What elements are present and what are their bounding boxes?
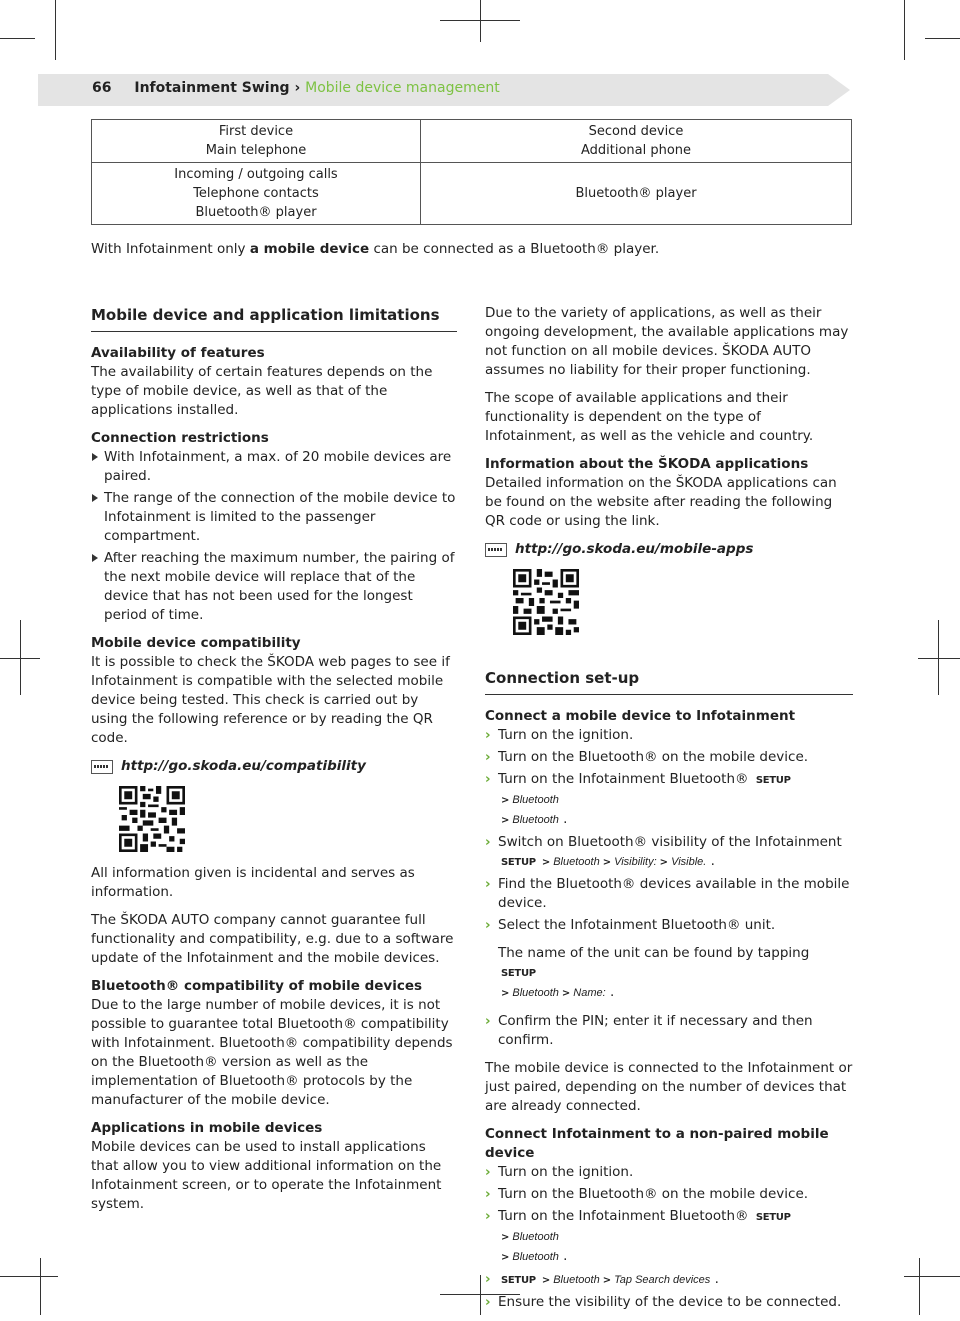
cell-line: Additional phone (580, 143, 692, 158)
body-text: Mobile devices can be used to install applications that allow you to view additional information on the Infotainment screen, or to operate the Infotainment system. (91, 1139, 442, 1212)
setup-key[interactable]: SETUP (501, 968, 536, 979)
step-text: Turn on the ignition. (498, 727, 634, 743)
setup-key[interactable]: SETUP (755, 775, 791, 786)
header-bar-arrow (828, 74, 850, 106)
left-column (91, 306, 457, 1223)
paragraph: The mobile device is connected to the Infotainment or just paired, depending on the number of devices that are already connected. (485, 1060, 853, 1114)
menu-separator: > (501, 1232, 510, 1243)
step-text: Turn on the ignition. (498, 1164, 634, 1180)
punctuation: . (563, 811, 568, 827)
cell-line: Main telephone (205, 143, 307, 158)
chevron-right-icon: › (485, 771, 491, 787)
cell-line: Telephone contacts (193, 186, 319, 201)
cell-line: Bluetooth® player (195, 205, 317, 220)
list-item (485, 748, 853, 767)
subheading: Bluetooth® compatibility of mobile devices (91, 978, 423, 994)
punctuation: . (714, 1271, 719, 1287)
step-text: Confirm the PIN; enter it if necessary and then confirm. (498, 1013, 813, 1048)
list-item (485, 1012, 853, 1050)
chevron-right-icon: › (485, 1013, 491, 1029)
crop-mark (904, 1276, 960, 1277)
list-item (485, 875, 853, 913)
chevron-right-icon: › (485, 1186, 491, 1202)
chevron-right-icon: › (485, 1208, 491, 1224)
table-row (92, 120, 852, 163)
menu-separator: > (501, 1252, 510, 1263)
crop-mark (40, 1258, 41, 1315)
www-icon (485, 543, 507, 557)
menu-separator: > (659, 857, 669, 868)
crop-mark (55, 0, 56, 60)
compatibility-link[interactable] (91, 757, 457, 776)
cell-line: First device (218, 124, 294, 139)
chevron-right-icon: › (485, 876, 491, 892)
list-item: The range of the connection of the mobile device to Infotainment is limited to the passenger compartment. (91, 489, 457, 546)
subheading: Connection restrictions (91, 430, 269, 446)
menu-separator: > (501, 988, 510, 999)
crop-mark (480, 0, 481, 42)
menu-item-tap-search-devices[interactable]: Tap Search devices (614, 1274, 711, 1286)
list-item (485, 1207, 853, 1267)
menu-item-bluetooth[interactable]: Bluetooth (512, 1251, 559, 1263)
table-row (92, 163, 852, 225)
chevron-right-icon: › (485, 1271, 491, 1287)
step-text: Turn on the Bluetooth® on the mobile device. (498, 1186, 809, 1202)
menu-item-visibility[interactable]: Visibility: (614, 856, 657, 868)
body-text: It is possible to check the ŠKODA web pages to see if Infotainment is compatible with the selected mobile device being tested. This check is carried out by using the following reference or by reading the QR code. (91, 654, 450, 746)
step-text: Switch on Bluetooth® visibility of the Infotainment (498, 834, 842, 850)
crop-mark (904, 0, 905, 60)
menu-item-visible[interactable]: Visible. (671, 856, 707, 868)
list-item (485, 1185, 853, 1204)
note-bold: a mobile device (249, 241, 370, 257)
list-item (485, 770, 853, 830)
bluetooth-note (91, 240, 871, 259)
setup-key[interactable]: SETUP (501, 857, 536, 868)
table-cell (92, 120, 421, 163)
note-text: can be connected as a Bluetooth® player. (369, 241, 660, 257)
cell-line: Second device (588, 124, 684, 139)
subheading: Mobile device compatibility (91, 635, 301, 651)
menu-item-bluetooth[interactable]: Bluetooth (512, 794, 559, 806)
paragraph: Due to the variety of applications, as well as their ongoing development, the available applications may not function on all mobile devices. ŠKODA AUTO assumes no liability for their proper functioning. (485, 305, 849, 378)
body-text: Due to the large number of mobile devices, it is not possible to guarantee total Bluetooth® compatibility with Infotainment. Bluetooth® compatibility depends on the Bluetooth® version as well as the implementation of Bluetooth® protocols by the manufacturer of the mobile device. (91, 997, 453, 1108)
menu-separator: > (561, 988, 571, 999)
list-item: After reaching the maximum number, the pairing of the next mobile device will replace that of the device that has not been used for the longest period of time. (91, 549, 457, 625)
right-column (485, 304, 853, 1321)
menu-separator: > (541, 1275, 551, 1286)
crop-mark (919, 1258, 920, 1315)
menu-item-bluetooth[interactable]: Bluetooth (512, 1231, 559, 1243)
chevron-right-icon: › (485, 749, 491, 765)
crop-mark (480, 1275, 481, 1315)
paragraph (91, 634, 457, 748)
menu-item-bluetooth[interactable]: Bluetooth (553, 1274, 600, 1286)
list-item: With Infotainment, a max. of 20 mobile devices are paired. (91, 448, 457, 486)
chevron-right-icon: › (485, 727, 491, 743)
chevron-right-icon: › (485, 1164, 491, 1180)
note-text: The name of the unit can be found by tapping (498, 945, 810, 961)
restriction-list (91, 448, 457, 625)
body-text: The availability of certain features depends on the type of mobile device, as well as that of the applications installed. (91, 364, 433, 418)
cell-line: Bluetooth® player (575, 186, 697, 201)
list-item (485, 1163, 853, 1182)
breadcrumb-separator: › (294, 80, 301, 96)
menu-item-name[interactable]: Name: (573, 987, 606, 999)
table-cell (92, 163, 421, 225)
crop-mark (918, 658, 960, 659)
crop-mark (0, 1276, 58, 1277)
cell-line: Incoming / outgoing calls (174, 167, 338, 182)
setup-key[interactable]: SETUP (755, 1212, 791, 1223)
menu-separator: > (501, 815, 510, 826)
menu-separator: > (602, 1275, 612, 1286)
page-number: 66 (92, 80, 112, 96)
chevron-right-icon: › (485, 834, 491, 850)
step-text: Ensure the visibility of the device to be connected. (498, 1294, 842, 1310)
step-note (485, 944, 853, 1003)
subheading: Availability of features (91, 345, 265, 361)
menu-separator: > (541, 857, 551, 868)
nonpaired-steps (485, 1163, 853, 1312)
list-item (485, 726, 853, 745)
chevron-right-icon: › (485, 1294, 491, 1310)
paragraph (91, 1119, 457, 1214)
paragraph (91, 977, 457, 1110)
paragraph (485, 455, 853, 531)
device-table (91, 119, 852, 225)
step-text: Turn on the Infotainment Bluetooth® (498, 771, 749, 787)
subheading: Connect a mobile device to Infotainment (485, 708, 796, 724)
setup-steps (485, 726, 853, 935)
list-item (485, 1270, 853, 1290)
list-item (485, 1293, 853, 1312)
link-text[interactable]: http://go.skoda.eu/mobile-apps (515, 541, 754, 557)
setup-key[interactable]: SETUP (501, 1275, 536, 1286)
menu-item-bluetooth[interactable]: Bluetooth (512, 814, 559, 826)
step-text: Find the Bluetooth® devices available in the mobile device. (498, 876, 850, 911)
link-text[interactable]: http://go.skoda.eu/compatibility (121, 758, 366, 774)
paragraph: The ŠKODA AUTO company cannot guarantee full functionality and compatibility, e.g. due to a software update of the Infotainment and the mobile devices. (91, 912, 454, 966)
section-title: Infotainment Swing (134, 80, 290, 96)
paragraph (91, 344, 457, 420)
www-icon (91, 760, 113, 774)
punctuation: . (563, 1248, 568, 1264)
punctuation: . (710, 853, 715, 869)
section-heading: Mobile device and application limitations (91, 306, 457, 332)
menu-item-bluetooth[interactable]: Bluetooth (512, 987, 559, 999)
chevron-right-icon: › (485, 917, 491, 933)
qr-code-icon (513, 569, 579, 635)
crop-mark (440, 20, 520, 21)
running-header (92, 80, 500, 96)
body-text: Detailed information on the ŠKODA applications can be found on the website after reading the following QR code or using the link. (485, 475, 837, 529)
crop-mark (925, 38, 960, 39)
step-text: Turn on the Infotainment Bluetooth® (498, 1208, 749, 1224)
menu-separator: > (602, 857, 612, 868)
list-item (485, 833, 853, 872)
paragraph: All information given is incidental and serves as information. (91, 865, 415, 900)
list-item (485, 916, 853, 935)
table-cell (421, 163, 852, 225)
qr-code-icon (119, 786, 185, 852)
step-text: Turn on the Bluetooth® on the mobile device. (498, 749, 809, 765)
crop-mark (0, 38, 35, 39)
subheading: Information about the ŠKODA applications (485, 456, 809, 472)
punctuation: . (609, 984, 615, 1000)
menu-item-bluetooth[interactable]: Bluetooth (553, 856, 600, 868)
table-cell (421, 120, 852, 163)
subheading: Connect Infotainment to a non-paired mobile device (485, 1126, 829, 1161)
setup-steps-end (485, 1012, 853, 1050)
menu-separator: > (501, 795, 510, 806)
mobile-apps-link[interactable] (485, 540, 853, 559)
subheading: Applications in mobile devices (91, 1120, 323, 1136)
step-text: Select the Infotainment Bluetooth® unit. (498, 917, 776, 933)
paragraph: The scope of available applications and their functionality is dependent on the type of Infotainment, as well as the vehicle and country. (485, 390, 814, 444)
section-heading: Connection set-up (485, 669, 853, 695)
note-text: With Infotainment only (91, 241, 250, 257)
crop-mark (0, 658, 40, 659)
subsection-title: Mobile device management (305, 80, 500, 96)
